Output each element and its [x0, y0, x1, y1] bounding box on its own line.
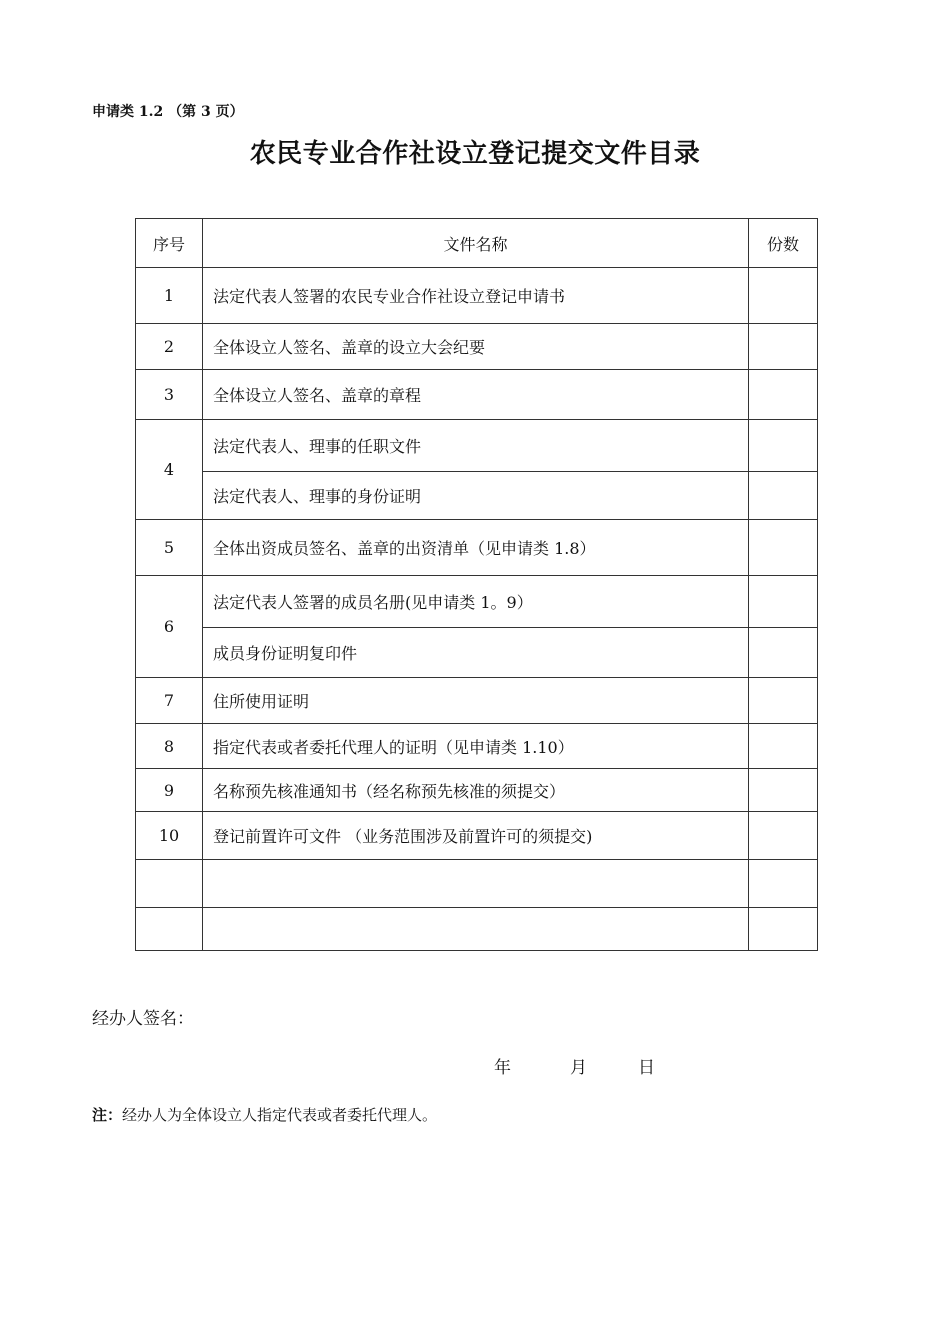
- table-row: [136, 678, 818, 724]
- row-document-name: 全体设立人签名、盖章的章程: [203, 370, 749, 420]
- table-row: [136, 628, 818, 678]
- row-copies[interactable]: [749, 769, 818, 812]
- footnote-label: 注：: [92, 1106, 123, 1124]
- date-month: 月: [570, 1058, 587, 1078]
- date-year: 年: [494, 1058, 511, 1078]
- row-copies[interactable]: [749, 576, 818, 628]
- row-seq: 3: [136, 370, 203, 420]
- row-seq: 1: [136, 268, 203, 324]
- row-copies[interactable]: [749, 860, 818, 908]
- row-seq: 4: [136, 420, 203, 520]
- form-code: 申请类 1.2 （第 3 页）: [92, 104, 244, 120]
- row-document-name: 指定代表或者委托代理人的证明（见申请类 1.10）: [203, 724, 749, 769]
- table-row: [136, 420, 818, 472]
- table-row: [136, 324, 818, 370]
- row-document-name: 登记前置许可文件 （业务范围涉及前置许可的须提交): [203, 812, 749, 860]
- table-row: [136, 472, 818, 520]
- row-document-name: 名称预先核准通知书（经名称预先核准的须提交）: [203, 769, 749, 812]
- table-row: [136, 370, 818, 420]
- footnote-text: 经办人为全体设立人指定代表或者委托代理人。: [122, 1106, 438, 1124]
- row-seq: [136, 908, 203, 951]
- row-seq: 5: [136, 520, 203, 576]
- row-copies[interactable]: [749, 908, 818, 951]
- row-seq: 2: [136, 324, 203, 370]
- row-copies[interactable]: [749, 812, 818, 860]
- table-row: [136, 812, 818, 860]
- footnote: [92, 1104, 437, 1125]
- header-seq: 序号: [136, 219, 203, 268]
- date-day: 日: [638, 1058, 655, 1078]
- table-header-row: [136, 219, 818, 268]
- row-document-name: [203, 860, 749, 908]
- row-document-name: 法定代表人签署的成员名册(见申请类 1。9）: [203, 576, 749, 628]
- table-row: [136, 268, 818, 324]
- row-seq: [136, 860, 203, 908]
- row-seq: 10: [136, 812, 203, 860]
- row-seq: 6: [136, 576, 203, 678]
- table-row: [136, 908, 818, 951]
- signature-label: 经办人签名：: [92, 1009, 194, 1029]
- row-document-name: 住所使用证明: [203, 678, 749, 724]
- table-row: [136, 520, 818, 576]
- header-copies: 份数: [749, 219, 818, 268]
- row-copies[interactable]: [749, 324, 818, 370]
- row-seq: 9: [136, 769, 203, 812]
- row-copies[interactable]: [749, 420, 818, 472]
- document-list-table: [135, 218, 818, 951]
- row-copies[interactable]: [749, 472, 818, 520]
- row-document-name: 法定代表人、理事的身份证明: [203, 472, 749, 520]
- row-copies[interactable]: [749, 268, 818, 324]
- row-copies[interactable]: [749, 724, 818, 769]
- row-copies[interactable]: [749, 370, 818, 420]
- table-row: [136, 576, 818, 628]
- row-copies[interactable]: [749, 678, 818, 724]
- page-title: 农民专业合作社设立登记提交文件目录: [249, 139, 701, 169]
- row-seq: 8: [136, 724, 203, 769]
- row-copies[interactable]: [749, 520, 818, 576]
- header-name: 文件名称: [203, 219, 749, 268]
- row-document-name: [203, 908, 749, 951]
- table-row: [136, 769, 818, 812]
- row-document-name: 成员身份证明复印件: [203, 628, 749, 678]
- row-document-name: 全体设立人签名、盖章的设立大会纪要: [203, 324, 749, 370]
- table-row: [136, 724, 818, 769]
- row-copies[interactable]: [749, 628, 818, 678]
- row-seq: 7: [136, 678, 203, 724]
- row-document-name: 法定代表人、理事的任职文件: [203, 420, 749, 472]
- table-row: [136, 860, 818, 908]
- row-document-name: 全体出资成员签名、盖章的出资清单（见申请类 1.8）: [203, 520, 749, 576]
- row-document-name: 法定代表人签署的农民专业合作社设立登记申请书: [203, 268, 749, 324]
